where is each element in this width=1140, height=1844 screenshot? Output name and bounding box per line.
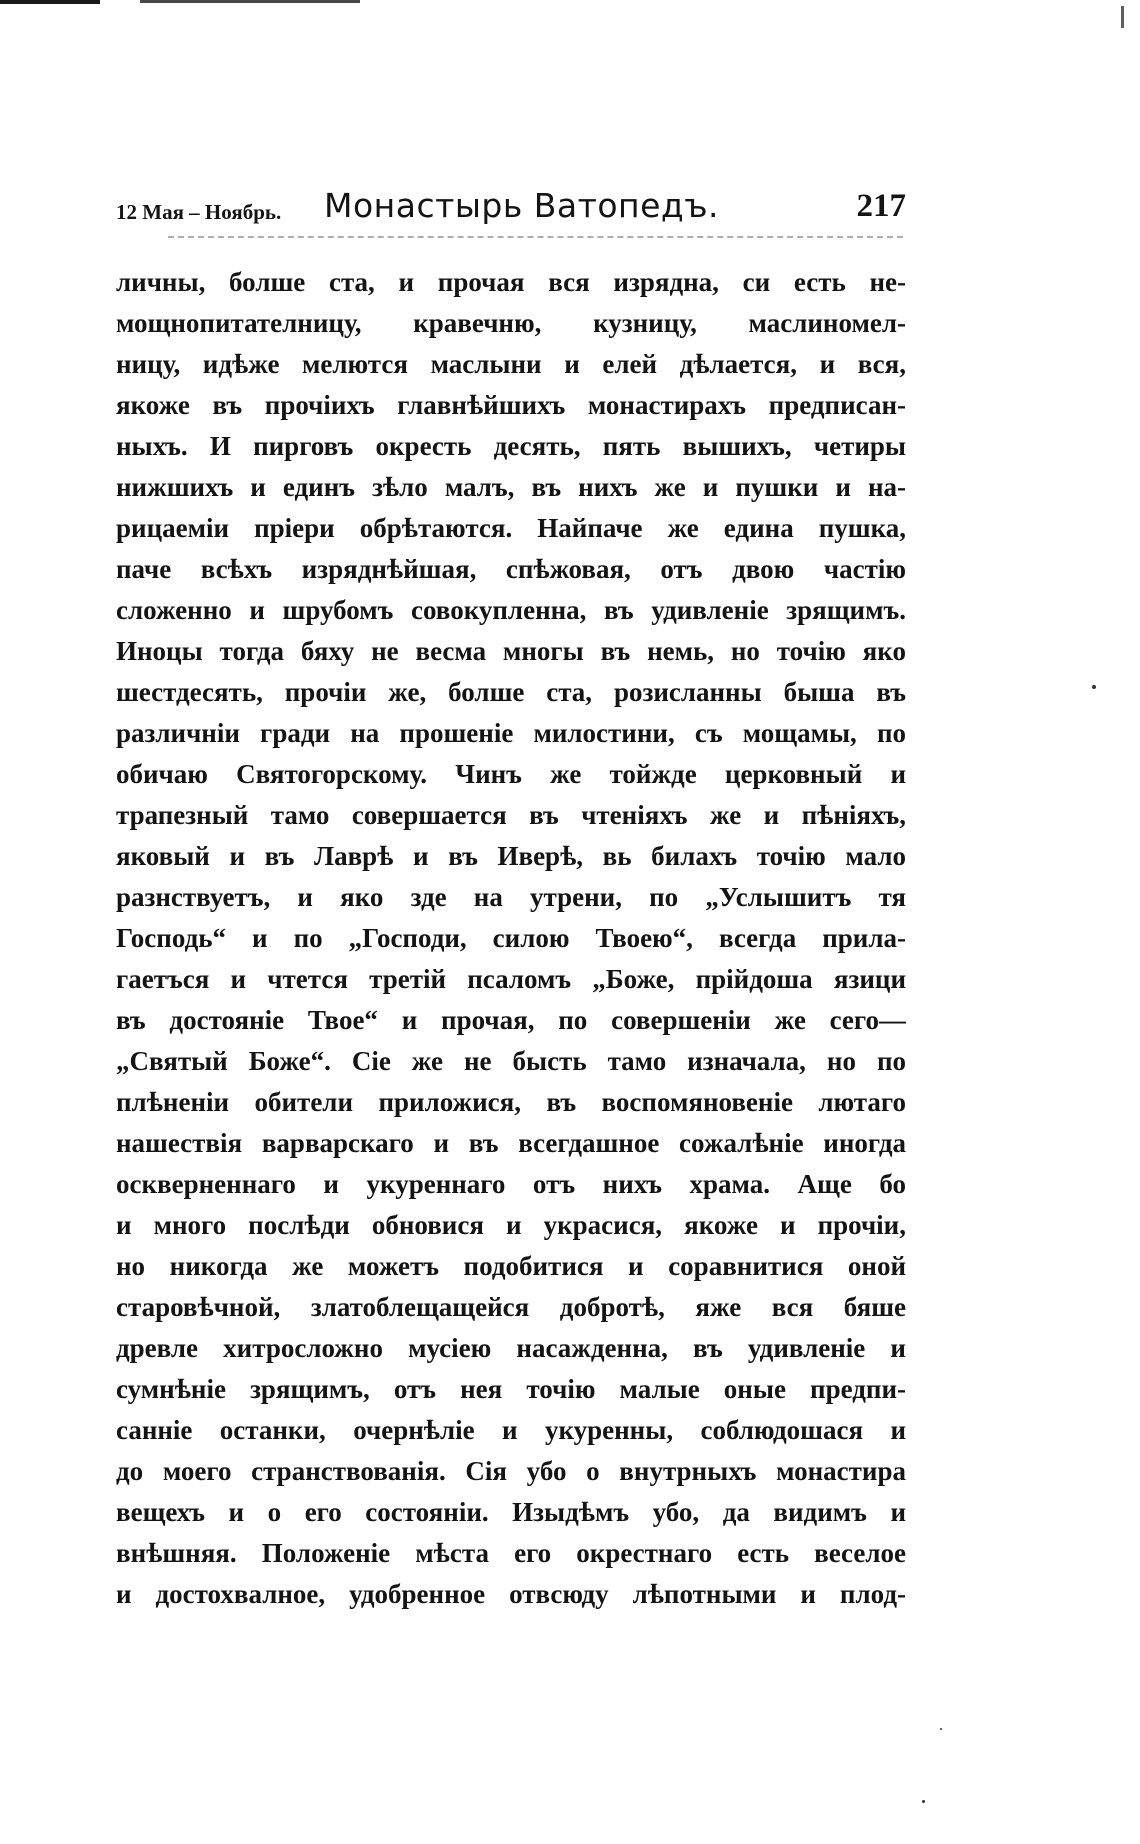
text-line: паче всѣхъ изряднѣйшая, спѣжовая, отъ двою частiю [116, 554, 906, 584]
page-number: 217 [856, 188, 906, 224]
text-line: вещехъ и о его состоянiи. Изыдѣмъ убо, да видимъ и [116, 1497, 906, 1527]
text-line: сложенно и шрубомъ совокупленна, въ удивленiе зрящимъ. [116, 595, 906, 625]
text-line: до моего странствованiя. Сiя убо о внутрныхъ монастира [116, 1456, 906, 1486]
text-line: оскверненнаго и укуреннаго отъ нихъ храма. Аще бо [116, 1169, 906, 1199]
scan-edge-mark [1121, 6, 1124, 28]
text-line: старовѣчной, златоблещащейся добротѣ, яже вся бяше [116, 1292, 906, 1322]
text-line: внѣшняя. Положенiе мѣста его окрестнаго есть веселое [116, 1538, 906, 1568]
text-line: но никогда же можетъ подобитися и соравнитися оной [116, 1251, 906, 1281]
text-line: ницу, идѣже мелются маслыни и елей дѣлается, и вся, [116, 349, 906, 379]
text-line: личны, болше ста, и прочая вся изрядна, си есть не- [116, 267, 906, 297]
text-line: трапезный тамо совершается въ чтенiяхъ же и пѣнiяхъ, [116, 800, 906, 830]
text-line: въ достоянiе Твое“ и прочая, по совершенiи же сего— [116, 1005, 906, 1035]
text-line: „Святый Боже“. Сiе же не бысть тамо изначала, но по [116, 1046, 906, 1076]
text-line: ныхъ. И пирговъ окресть десять, пять вышихъ, четиры [116, 431, 906, 461]
body-text [116, 262, 906, 1615]
page-title: Монастырь Ватопедъ. [324, 186, 720, 225]
scan-edge-mark [140, 0, 360, 3]
header-rule [168, 236, 903, 238]
scan-speck [922, 1800, 925, 1803]
text-line: якоже въ прочіихъ главнѣйшихъ монастирахъ предписан- [116, 390, 906, 420]
page-header [116, 186, 906, 232]
scan-speck [1092, 685, 1096, 689]
text-line: сумнѣнiе зрящимъ, отъ нея точiю малые оные предпи- [116, 1374, 906, 1404]
text-line: гаетъся и чтется третiй псаломъ „Боже, прiйдоша язици [116, 964, 906, 994]
text-line: обичаю Святогорскому. Чинъ же тойжде церковный и [116, 759, 906, 789]
text-line: нашествiя варварскаго и въ всегдашное сожалѣнiе иногда [116, 1128, 906, 1158]
running-head: 12 Мая – Ноябрь. [116, 200, 282, 224]
text-line: нижшихъ и единъ зѣло малъ, въ нихъ же и пушки и на- [116, 472, 906, 502]
text-line: Господь“ и по „Господи, силою Твоею“, всегда прила- [116, 923, 906, 953]
text-line: разнствуетъ, и яко зде на утрени, по „Услышитъ тя [116, 882, 906, 912]
text-line: древле хитросложно мусiею насажденна, въ удивленiе и [116, 1333, 906, 1363]
text-line: рицаемiи прiери обрѣтаются. Найпаче же едина пушка, [116, 513, 906, 543]
text-line: мощнопитателницу, кравечню, кузницу, маслиномел- [116, 308, 906, 338]
text-line: Иноцы тогда бяху не весма многы въ немь, но точiю яко [116, 636, 906, 666]
text-line: шестдесять, прочiи же, болше ста, розисланны быша въ [116, 677, 906, 707]
text-line: плѣненiи обители приложися, въ воспомяновенiе лютаго [116, 1087, 906, 1117]
text-line: и достохвалное, удобренное отвсюду лѣпотными и плод- [116, 1579, 906, 1609]
text-line: и много послѣди обновися и украсися, якоже и прочiи, [116, 1210, 906, 1240]
scan-edge-mark [0, 0, 100, 4]
text-line: яковый и въ Лаврѣ и въ Иверѣ, вь билахъ точiю мало [116, 841, 906, 871]
scan-speck [940, 1728, 942, 1730]
text-line: различнiи гради на прошенiе милостини, съ мощамы, по [116, 718, 906, 748]
text-line: санніе останки, очернѣлiе и укуренны, соблюдошася и [116, 1415, 906, 1445]
